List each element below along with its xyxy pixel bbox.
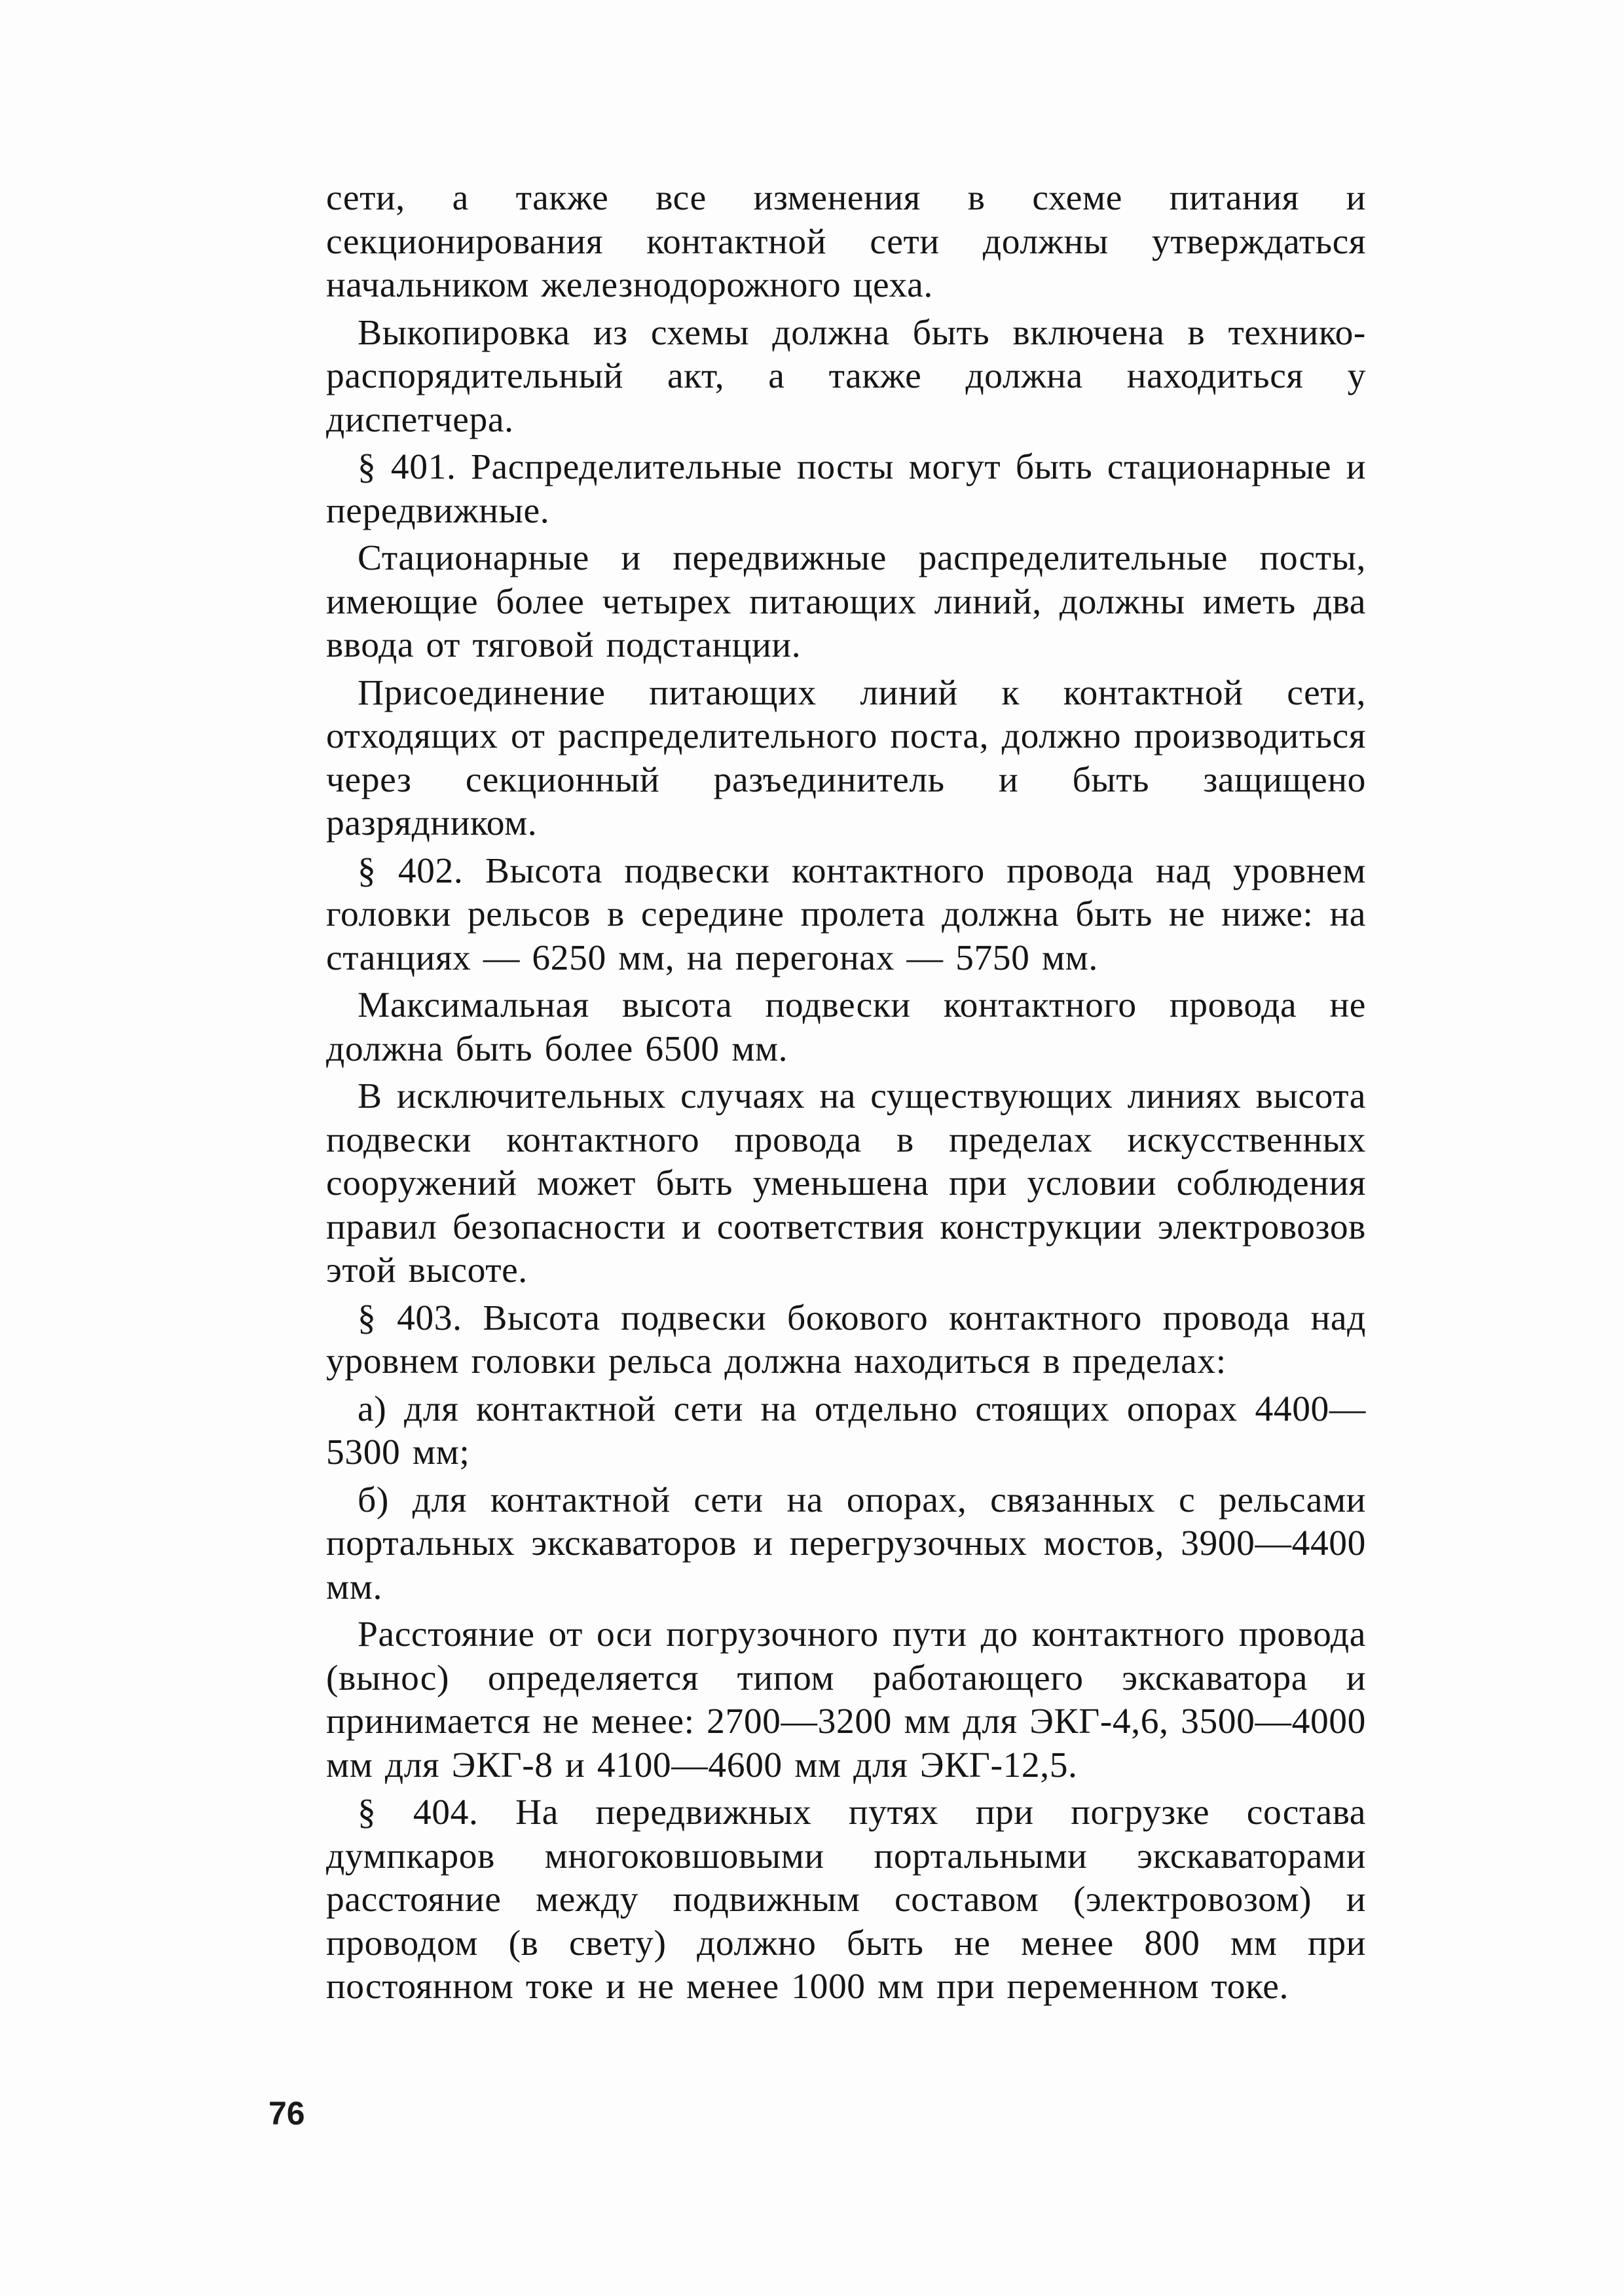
section-401: § 401. Распределительные посты могут быть стационарные и передвижные. — [326, 447, 1366, 531]
paragraph: Стационарные и передвижные распределительные посты, имеющие более четырех питающих линий, должны иметь два ввода от тяговой подстанции. — [326, 538, 1366, 665]
body-text — [326, 177, 1366, 2013]
paragraph: Присоединение питающих линий к контактной сети, отходящих от распределительного поста, должно производиться через секционный разъединитель и быть защищено разрядником. — [326, 672, 1366, 843]
list-item-a: а) для контактной сети на отдельно стоящих опорах 4400—5300 мм; — [326, 1389, 1366, 1472]
section-402: § 402. Высота подвески контактного провода над уровнем головки рельсов в середине пролета должна быть не ниже: на станциях — 6250 мм, на перегонах — 5750 мм. — [326, 850, 1366, 978]
paragraph: Максимальная высота подвески контактного провода не должна быть более 6500 мм. — [326, 985, 1366, 1069]
section-403: § 403. Высота подвески бокового контактного провода над уровнем головки рельса должна находиться в пределах: — [326, 1298, 1366, 1381]
section-404: § 404. На передвижных путях при погрузке состава думпкаров многоковшовыми портальными экскаваторами расстояние между подвижным составом (электровозом) и проводом (в свету) должно быть не менее 800 мм при постоянном токе и не менее 1000 мм при переменном токе. — [326, 1793, 1366, 2007]
list-item-b: б) для контактной сети на опорах, связанных с рельсами портальных экскаваторов и перегрузочных мостов, 3900—4400 мм. — [326, 1480, 1366, 1607]
paragraph: Расстояние от оси погрузочного пути до контактного провода (вынос) определяется типом работающего экскаватора и принимается не менее: 2700—3200 мм для ЭКГ-4,6, 3500—4000 мм для ЭКГ-8 и 4100—4600 мм для ЭКГ-12,5. — [326, 1614, 1366, 1785]
paragraph: Выкопировка из схемы должна быть включена в технико-распорядительный акт, а также должна находиться у диспетчера. — [326, 312, 1366, 440]
paragraph-continuation: сети, а также все изменения в схеме питания и секционирования контактной сети должны утверждаться начальником железнодорожного цеха. — [326, 178, 1366, 305]
page-number: 76 — [268, 2095, 305, 2132]
paragraph: В исключительных случаях на существующих линиях высота подвески контактного провода в пределах искусственных сооружений может быть уменьшена при условии соблюдения правил безопасности и соответствия конструкции электровозов этой высоте. — [326, 1076, 1366, 1290]
